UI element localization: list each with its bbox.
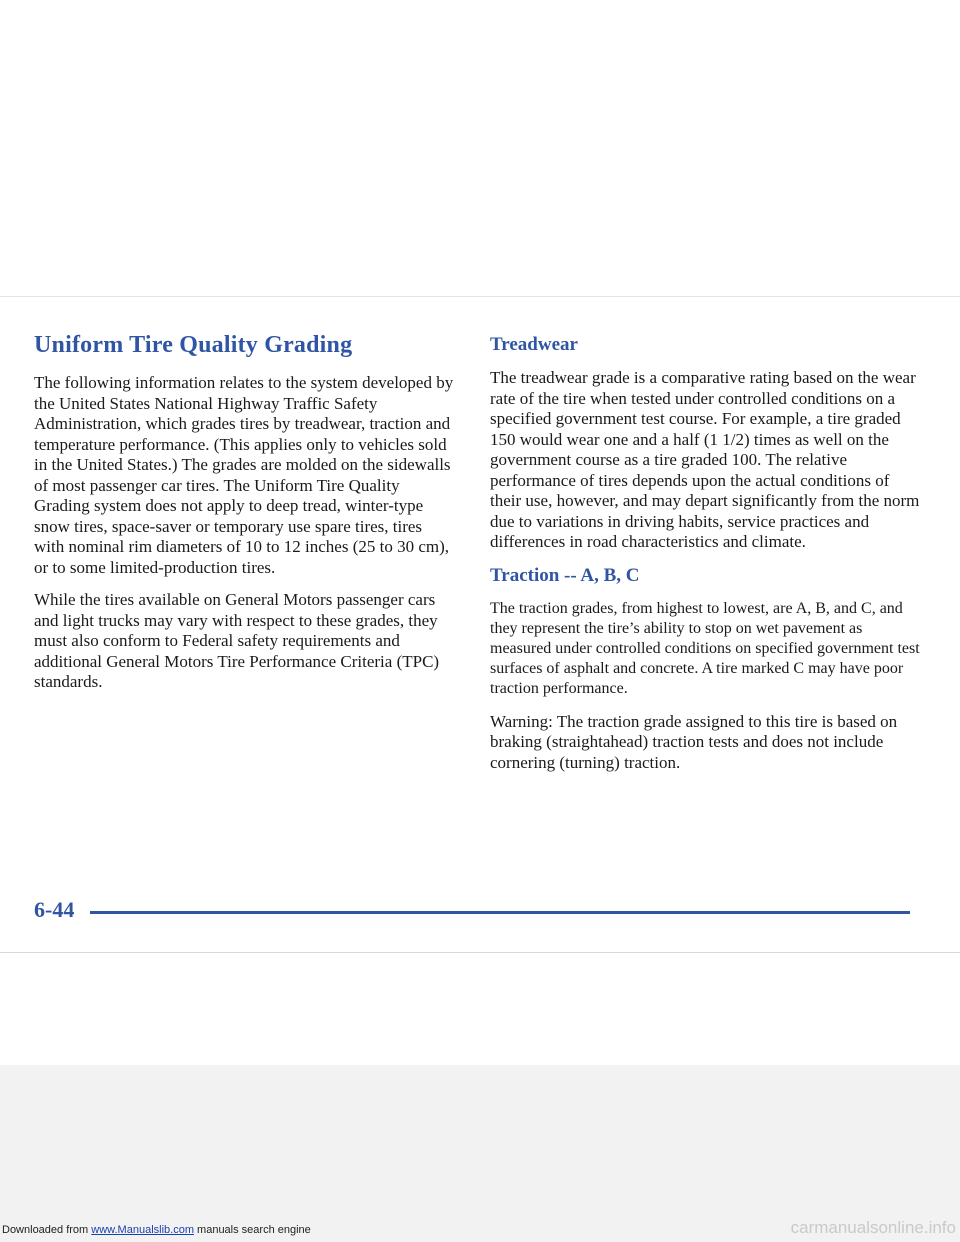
- right-column: [490, 330, 920, 785]
- intro-paragraph: The following information relates to the system developed by the United States National Highway Traffic Safety Administration, which grades tires by treadwear, traction and temperature performance. (This applies only to vehicles sold in the United States.) The grades are molded on the sidewalls of most passenger car tires. The Uniform Tire Quality Grading system does not apply to deep tread, winter-type snow tires, space-saver or temporary use spare tires, tires with nominal rim diameters of 10 to 12 inches (25 to 30 cm), or to some limited-production tires.: [34, 373, 454, 577]
- section-heading-uniform-tire-quality-grading: Uniform Tire Quality Grading: [34, 332, 353, 358]
- download-banner: [2, 1224, 311, 1236]
- download-banner-suffix: manuals search engine: [193, 1224, 311, 1236]
- left-column: [34, 330, 454, 705]
- bottom-divider: [0, 952, 960, 953]
- subheading-treadwear: Treadwear: [490, 334, 578, 355]
- traction-warning-paragraph: Warning: The traction grade assigned to this tire is based on braking (straightahead) traction tests and does not include cornering (turning) traction.: [490, 711, 898, 772]
- page-number: 6-44: [34, 897, 75, 922]
- traction-paragraph: The traction grades, from highest to lowest, are A, B, and C, and they represent the tire’s ability to stop on wet pavement as measured under controlled conditions on specified government test surfaces of asphalt and concrete. A tire marked C may have poor traction performance.: [490, 599, 920, 698]
- subheading-traction: Traction -- A, B, C: [490, 564, 640, 586]
- top-divider: [0, 296, 960, 297]
- treadwear-paragraph: The treadwear grade is a comparative rating based on the wear rate of the tire when tested under controlled conditions on a specified government test course. For example, a tire graded 150 would wear one and a half (1 1/2) times as well on the government course as a tire graded 100. The relative performance of tires depends upon the actual conditions of their use, however, and may depart significantly from the norm due to variations in driving habits, service practices and differences in road characteristics and climate.: [490, 368, 920, 551]
- download-banner-prefix: Downloaded from: [2, 1224, 92, 1236]
- scan-margin: [0, 1065, 960, 1242]
- manualslib-link[interactable]: www.Manualslib.com: [91, 1224, 194, 1236]
- gm-standards-paragraph: While the tires available on General Motors passenger cars and light trucks may vary with respect to these grades, they must also conform to Federal safety requirements and additional General Motors Tire Performance Criteria (TPC) standards.: [34, 590, 440, 691]
- footer-rule: [90, 911, 910, 914]
- page-footer: [34, 897, 910, 927]
- site-watermark: carmanualsonline.info: [790, 1218, 956, 1237]
